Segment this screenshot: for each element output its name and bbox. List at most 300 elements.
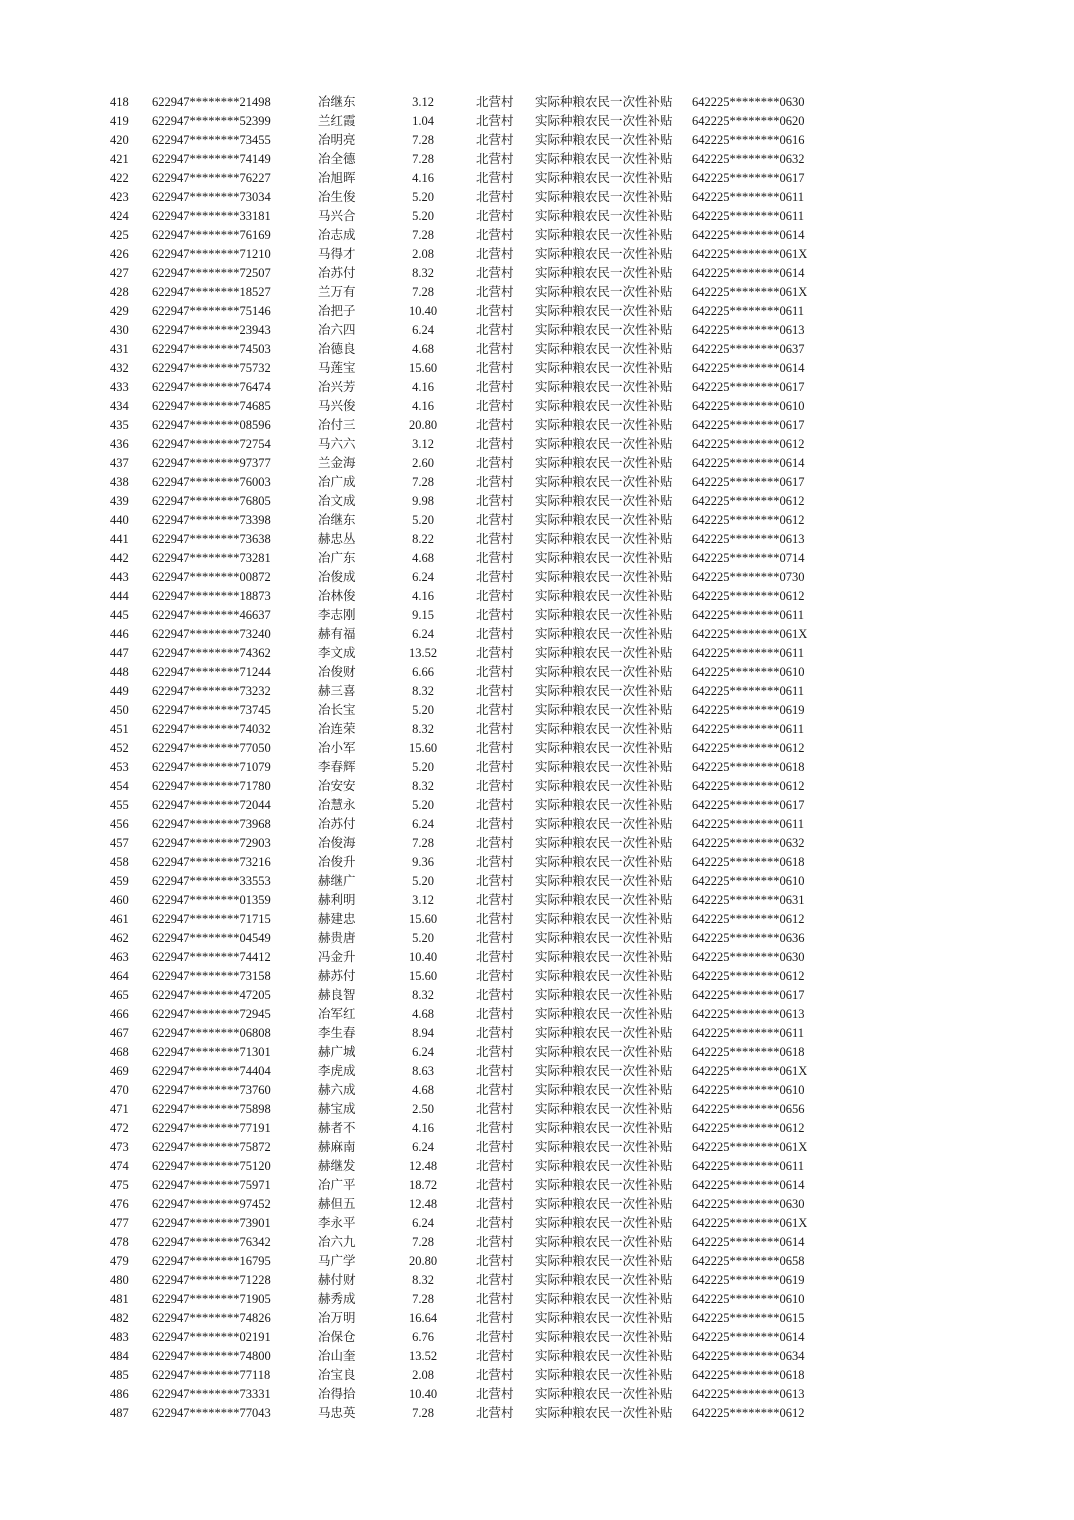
subsidy-type: 实际种粮农民一次性补贴 (535, 950, 673, 964)
village: 北营村 (476, 760, 514, 774)
farmer-name: 冶广平 (318, 1178, 356, 1192)
id-number: 642225********0612 (692, 1406, 805, 1420)
farmer-name: 冶继东 (318, 513, 356, 527)
village: 北营村 (476, 931, 514, 945)
subsidy-amount: 1.04 (412, 114, 434, 128)
id-number: 642225********0614 (692, 1330, 805, 1344)
account-number: 622947********75120 (152, 1159, 271, 1173)
id-number: 642225********0714 (692, 551, 805, 565)
id-number: 642225********0612 (692, 741, 805, 755)
id-number: 642225********0658 (692, 1254, 805, 1268)
village: 北营村 (476, 285, 514, 299)
village: 北营村 (476, 1387, 514, 1401)
table-row (0, 606, 1074, 625)
subsidy-type: 实际种粮农民一次性补贴 (535, 570, 673, 584)
subsidy-amount: 8.32 (412, 266, 434, 280)
village: 北营村 (476, 1311, 514, 1325)
row-number: 442 (110, 551, 129, 565)
account-number: 622947********21498 (152, 95, 271, 109)
subsidy-type: 实际种粮农民一次性补贴 (535, 1045, 673, 1059)
table-row (0, 435, 1074, 454)
subsidy-amount: 12.48 (408, 1159, 438, 1173)
table-row (0, 967, 1074, 986)
row-number: 456 (110, 817, 129, 831)
village: 北营村 (476, 1406, 514, 1420)
subsidy-type: 实际种粮农民一次性补贴 (535, 1273, 673, 1287)
table-row (0, 663, 1074, 682)
farmer-name: 冶继东 (318, 95, 356, 109)
village: 北营村 (476, 266, 514, 280)
table-row (0, 739, 1074, 758)
account-number: 622947********73398 (152, 513, 271, 527)
subsidy-type: 实际种粮农民一次性补贴 (535, 1311, 673, 1325)
account-number: 622947********08596 (152, 418, 271, 432)
id-number: 642225********0610 (692, 665, 805, 679)
row-number: 476 (110, 1197, 129, 1211)
farmer-name: 赫麻南 (318, 1140, 356, 1154)
village: 北营村 (476, 380, 514, 394)
subsidy-amount: 3.12 (412, 437, 434, 451)
account-number: 622947********04549 (152, 931, 271, 945)
table-row (0, 720, 1074, 739)
table-row (0, 245, 1074, 264)
village: 北营村 (476, 152, 514, 166)
table-row (0, 682, 1074, 701)
village: 北营村 (476, 817, 514, 831)
subsidy-type: 实际种粮农民一次性补贴 (535, 1387, 673, 1401)
table-row (0, 815, 1074, 834)
table-row (0, 473, 1074, 492)
farmer-name: 李虎成 (318, 1064, 356, 1078)
table-row (0, 1309, 1074, 1328)
table-row (0, 321, 1074, 340)
row-number: 439 (110, 494, 129, 508)
farmer-name: 冯金升 (318, 950, 356, 964)
village: 北营村 (476, 627, 514, 641)
subsidy-type: 实际种粮农民一次性补贴 (535, 1368, 673, 1382)
subsidy-type: 实际种粮农民一次性补贴 (535, 1102, 673, 1116)
table-row (0, 169, 1074, 188)
farmer-name: 马兴俊 (318, 399, 356, 413)
subsidy-type: 实际种粮农民一次性补贴 (535, 266, 673, 280)
subsidy-amount: 6.24 (412, 323, 434, 337)
village: 北营村 (476, 1140, 514, 1154)
account-number: 622947********72044 (152, 798, 271, 812)
id-number: 642225********0618 (692, 1368, 805, 1382)
village: 北营村 (476, 133, 514, 147)
table-row (0, 1290, 1074, 1309)
farmer-name: 冶山奎 (318, 1349, 356, 1363)
account-number: 622947********75971 (152, 1178, 271, 1192)
account-number: 622947********23943 (152, 323, 271, 337)
table-row (0, 131, 1074, 150)
table-row (0, 378, 1074, 397)
row-number: 478 (110, 1235, 129, 1249)
farmer-name: 冶小军 (318, 741, 356, 755)
account-number: 622947********97377 (152, 456, 271, 470)
subsidy-type: 实际种粮农民一次性补贴 (535, 1178, 673, 1192)
row-number: 470 (110, 1083, 129, 1097)
row-number: 419 (110, 114, 129, 128)
row-number: 425 (110, 228, 129, 242)
row-number: 447 (110, 646, 129, 660)
village: 北营村 (476, 1197, 514, 1211)
row-number: 468 (110, 1045, 129, 1059)
table-row (0, 1366, 1074, 1385)
subsidy-amount: 2.50 (412, 1102, 434, 1116)
subsidy-amount: 10.40 (408, 304, 438, 318)
row-number: 479 (110, 1254, 129, 1268)
village: 北营村 (476, 209, 514, 223)
id-number: 642225********0632 (692, 152, 805, 166)
subsidy-type: 实际种粮农民一次性补贴 (535, 969, 673, 983)
subsidy-amount: 13.52 (408, 646, 438, 660)
subsidy-type: 实际种粮农民一次性补贴 (535, 855, 673, 869)
village: 北营村 (476, 304, 514, 318)
subsidy-amount: 15.60 (408, 741, 438, 755)
account-number: 622947********73034 (152, 190, 271, 204)
table-row (0, 1100, 1074, 1119)
farmer-name: 冶长宝 (318, 703, 356, 717)
village: 北营村 (476, 836, 514, 850)
id-number: 642225********061X (692, 627, 808, 641)
village: 北营村 (476, 1026, 514, 1040)
account-number: 622947********00872 (152, 570, 271, 584)
subsidy-amount: 6.24 (412, 817, 434, 831)
table-row (0, 948, 1074, 967)
id-number: 642225********0610 (692, 1083, 805, 1097)
village: 北营村 (476, 437, 514, 451)
row-number: 428 (110, 285, 129, 299)
subsidy-amount: 9.36 (412, 855, 434, 869)
village: 北营村 (476, 741, 514, 755)
row-number: 426 (110, 247, 129, 261)
account-number: 622947********73216 (152, 855, 271, 869)
subsidy-amount: 4.16 (412, 1121, 434, 1135)
id-number: 642225********0612 (692, 912, 805, 926)
farmer-name: 马得才 (318, 247, 356, 261)
account-number: 622947********76169 (152, 228, 271, 242)
subsidy-type: 实际种粮农民一次性补贴 (535, 1121, 673, 1135)
row-number: 474 (110, 1159, 129, 1173)
table-row (0, 1024, 1074, 1043)
farmer-name: 赫付财 (318, 1273, 356, 1287)
subsidy-amount: 5.20 (412, 209, 434, 223)
farmer-name: 冶生俊 (318, 190, 356, 204)
table-row (0, 359, 1074, 378)
subsidy-type: 实际种粮农民一次性补贴 (535, 171, 673, 185)
row-number: 475 (110, 1178, 129, 1192)
row-number: 429 (110, 304, 129, 318)
farmer-name: 冶俊财 (318, 665, 356, 679)
subsidy-type: 实际种粮农民一次性补贴 (535, 1406, 673, 1420)
account-number: 622947********73331 (152, 1387, 271, 1401)
row-number: 463 (110, 950, 129, 964)
farmer-name: 马莲宝 (318, 361, 356, 375)
subsidy-type: 实际种粮农民一次性补贴 (535, 95, 673, 109)
account-number: 622947********33553 (152, 874, 271, 888)
id-number: 642225********0612 (692, 494, 805, 508)
id-number: 642225********0611 (692, 817, 805, 831)
subsidy-amount: 8.32 (412, 779, 434, 793)
row-number: 465 (110, 988, 129, 1002)
subsidy-type: 实际种粮农民一次性补贴 (535, 798, 673, 812)
table-row (0, 644, 1074, 663)
village: 北营村 (476, 665, 514, 679)
id-number: 642225********0617 (692, 171, 805, 185)
village: 北营村 (476, 171, 514, 185)
id-number: 642225********0612 (692, 779, 805, 793)
village: 北营村 (476, 456, 514, 470)
id-number: 642225********0614 (692, 266, 805, 280)
farmer-name: 赫继发 (318, 1159, 356, 1173)
subsidy-type: 实际种粮农民一次性补贴 (535, 646, 673, 660)
subsidy-type: 实际种粮农民一次性补贴 (535, 285, 673, 299)
row-number: 450 (110, 703, 129, 717)
subsidy-type: 实际种粮农民一次性补贴 (535, 247, 673, 261)
subsidy-type: 实际种粮农民一次性补贴 (535, 1216, 673, 1230)
village: 北营村 (476, 494, 514, 508)
subsidy-type: 实际种粮农民一次性补贴 (535, 988, 673, 1002)
account-number: 622947********72507 (152, 266, 271, 280)
table-row (0, 1157, 1074, 1176)
subsidy-amount: 6.24 (412, 627, 434, 641)
row-number: 421 (110, 152, 129, 166)
account-number: 622947********73638 (152, 532, 271, 546)
farmer-name: 冶万明 (318, 1311, 356, 1325)
row-number: 440 (110, 513, 129, 527)
row-number: 458 (110, 855, 129, 869)
account-number: 622947********71905 (152, 1292, 271, 1306)
row-number: 471 (110, 1102, 129, 1116)
row-number: 487 (110, 1406, 129, 1420)
village: 北营村 (476, 551, 514, 565)
village: 北营村 (476, 532, 514, 546)
village: 北营村 (476, 361, 514, 375)
id-number: 642225********0611 (692, 190, 805, 204)
id-number: 642225********0617 (692, 988, 805, 1002)
subsidy-type: 实际种粮农民一次性补贴 (535, 912, 673, 926)
account-number: 622947********02191 (152, 1330, 271, 1344)
farmer-name: 赫贵唐 (318, 931, 356, 945)
account-number: 622947********75898 (152, 1102, 271, 1116)
table-row (0, 1043, 1074, 1062)
subsidy-amount: 15.60 (408, 361, 438, 375)
subsidy-type: 实际种粮农民一次性补贴 (535, 342, 673, 356)
subsidy-type: 实际种粮农民一次性补贴 (535, 665, 673, 679)
village: 北营村 (476, 646, 514, 660)
subsidy-type: 实际种粮农民一次性补贴 (535, 475, 673, 489)
account-number: 622947********33181 (152, 209, 271, 223)
farmer-name: 马广学 (318, 1254, 356, 1268)
village: 北营村 (476, 912, 514, 926)
farmer-name: 赫继广 (318, 874, 356, 888)
account-number: 622947********75732 (152, 361, 271, 375)
row-number: 444 (110, 589, 129, 603)
farmer-name: 赫利明 (318, 893, 356, 907)
subsidy-amount: 7.28 (412, 1406, 434, 1420)
subsidy-amount: 7.28 (412, 475, 434, 489)
farmer-name: 冶苏付 (318, 817, 356, 831)
farmer-name: 冶把子 (318, 304, 356, 318)
row-number: 483 (110, 1330, 129, 1344)
farmer-name: 冶安安 (318, 779, 356, 793)
row-number: 466 (110, 1007, 129, 1021)
id-number: 642225********0637 (692, 342, 805, 356)
subsidy-amount: 8.94 (412, 1026, 434, 1040)
id-number: 642225********0611 (692, 1026, 805, 1040)
account-number: 622947********46637 (152, 608, 271, 622)
id-number: 642225********061X (692, 247, 808, 261)
table-row (0, 1233, 1074, 1252)
id-number: 642225********0612 (692, 1121, 805, 1135)
village: 北营村 (476, 1216, 514, 1230)
farmer-name: 冶得拾 (318, 1387, 356, 1401)
subsidy-type: 实际种粮农民一次性补贴 (535, 627, 673, 641)
account-number: 622947********76805 (152, 494, 271, 508)
village: 北营村 (476, 684, 514, 698)
account-number: 622947********77050 (152, 741, 271, 755)
subsidy-amount: 8.63 (412, 1064, 434, 1078)
subsidy-type: 实际种粮农民一次性补贴 (535, 437, 673, 451)
subsidy-type: 实际种粮农民一次性补贴 (535, 874, 673, 888)
village: 北营村 (476, 779, 514, 793)
farmer-name: 冶付三 (318, 418, 356, 432)
subsidy-amount: 20.80 (408, 418, 438, 432)
account-number: 622947********71301 (152, 1045, 271, 1059)
farmer-name: 冶广成 (318, 475, 356, 489)
account-number: 622947********74362 (152, 646, 271, 660)
subsidy-type: 实际种粮农民一次性补贴 (535, 589, 673, 603)
row-number: 418 (110, 95, 129, 109)
id-number: 642225********0619 (692, 703, 805, 717)
subsidy-amount: 6.24 (412, 1216, 434, 1230)
subsidy-amount: 3.12 (412, 893, 434, 907)
farmer-name: 马忠英 (318, 1406, 356, 1420)
village: 北营村 (476, 570, 514, 584)
subsidy-amount: 5.20 (412, 874, 434, 888)
table-row (0, 530, 1074, 549)
farmer-name: 兰万有 (318, 285, 356, 299)
row-number: 424 (110, 209, 129, 223)
subsidy-amount: 4.68 (412, 1083, 434, 1097)
subsidy-type: 实际种粮农民一次性补贴 (535, 741, 673, 755)
id-number: 642225********0612 (692, 437, 805, 451)
account-number: 622947********76003 (152, 475, 271, 489)
subsidy-amount: 9.98 (412, 494, 434, 508)
farmer-name: 冶德良 (318, 342, 356, 356)
id-number: 642225********0613 (692, 1387, 805, 1401)
id-number: 642225********061X (692, 1216, 808, 1230)
subsidy-amount: 7.28 (412, 285, 434, 299)
table-row (0, 986, 1074, 1005)
account-number: 622947********73760 (152, 1083, 271, 1097)
account-number: 622947********71210 (152, 247, 271, 261)
id-number: 642225********0617 (692, 475, 805, 489)
row-number: 462 (110, 931, 129, 945)
village: 北营村 (476, 1368, 514, 1382)
table-row (0, 910, 1074, 929)
village: 北营村 (476, 1273, 514, 1287)
account-number: 622947********74800 (152, 1349, 271, 1363)
village: 北营村 (476, 190, 514, 204)
village: 北营村 (476, 1159, 514, 1173)
account-number: 622947********74826 (152, 1311, 271, 1325)
account-number: 622947********74149 (152, 152, 271, 166)
subsidy-type: 实际种粮农民一次性补贴 (535, 1140, 673, 1154)
table-row (0, 891, 1074, 910)
village: 北营村 (476, 589, 514, 603)
subsidy-amount: 18.72 (408, 1178, 438, 1192)
row-number: 484 (110, 1349, 129, 1363)
id-number: 642225********0611 (692, 1159, 805, 1173)
farmer-name: 马六六 (318, 437, 356, 451)
subsidy-type: 实际种粮农民一次性补贴 (535, 760, 673, 774)
village: 北营村 (476, 988, 514, 1002)
subsidy-amount: 12.48 (408, 1197, 438, 1211)
row-number: 436 (110, 437, 129, 451)
id-number: 642225********0613 (692, 323, 805, 337)
table-row (0, 93, 1074, 112)
subsidy-type: 实际种粮农民一次性补贴 (535, 836, 673, 850)
row-number: 423 (110, 190, 129, 204)
table-row (0, 587, 1074, 606)
account-number: 622947********74404 (152, 1064, 271, 1078)
subsidy-amount: 6.66 (412, 665, 434, 679)
row-number: 453 (110, 760, 129, 774)
subsidy-amount: 4.16 (412, 380, 434, 394)
row-number: 435 (110, 418, 129, 432)
id-number: 642225********0631 (692, 893, 805, 907)
table-row (0, 454, 1074, 473)
table-row (0, 796, 1074, 815)
subsidy-amount: 6.24 (412, 1140, 434, 1154)
farmer-name: 马兴合 (318, 209, 356, 223)
account-number: 622947********73232 (152, 684, 271, 698)
table-row (0, 758, 1074, 777)
row-number: 441 (110, 532, 129, 546)
subsidy-type: 实际种粮农民一次性补贴 (535, 418, 673, 432)
subsidy-type: 实际种粮农民一次性补贴 (535, 361, 673, 375)
id-number: 642225********0730 (692, 570, 805, 584)
account-number: 622947********76474 (152, 380, 271, 394)
farmer-name: 李生春 (318, 1026, 356, 1040)
village: 北营村 (476, 513, 514, 527)
row-number: 459 (110, 874, 129, 888)
id-number: 642225********0613 (692, 1007, 805, 1021)
village: 北营村 (476, 722, 514, 736)
table-row (0, 340, 1074, 359)
subsidy-type: 实际种粮农民一次性补贴 (535, 1349, 673, 1363)
account-number: 622947********72754 (152, 437, 271, 451)
village: 北营村 (476, 1045, 514, 1059)
farmer-name: 赫宝成 (318, 1102, 356, 1116)
village: 北营村 (476, 1349, 514, 1363)
table-row (0, 397, 1074, 416)
subsidy-amount: 10.40 (408, 950, 438, 964)
row-number: 431 (110, 342, 129, 356)
row-number: 430 (110, 323, 129, 337)
subsidy-type: 实际种粮农民一次性补贴 (535, 114, 673, 128)
account-number: 622947********71079 (152, 760, 271, 774)
row-number: 432 (110, 361, 129, 375)
row-number: 446 (110, 627, 129, 641)
subsidy-type: 实际种粮农民一次性补贴 (535, 133, 673, 147)
row-number: 434 (110, 399, 129, 413)
subsidy-type: 实际种粮农民一次性补贴 (535, 190, 673, 204)
subsidy-type: 实际种粮农民一次性补贴 (535, 1159, 673, 1173)
farmer-name: 赫六成 (318, 1083, 356, 1097)
